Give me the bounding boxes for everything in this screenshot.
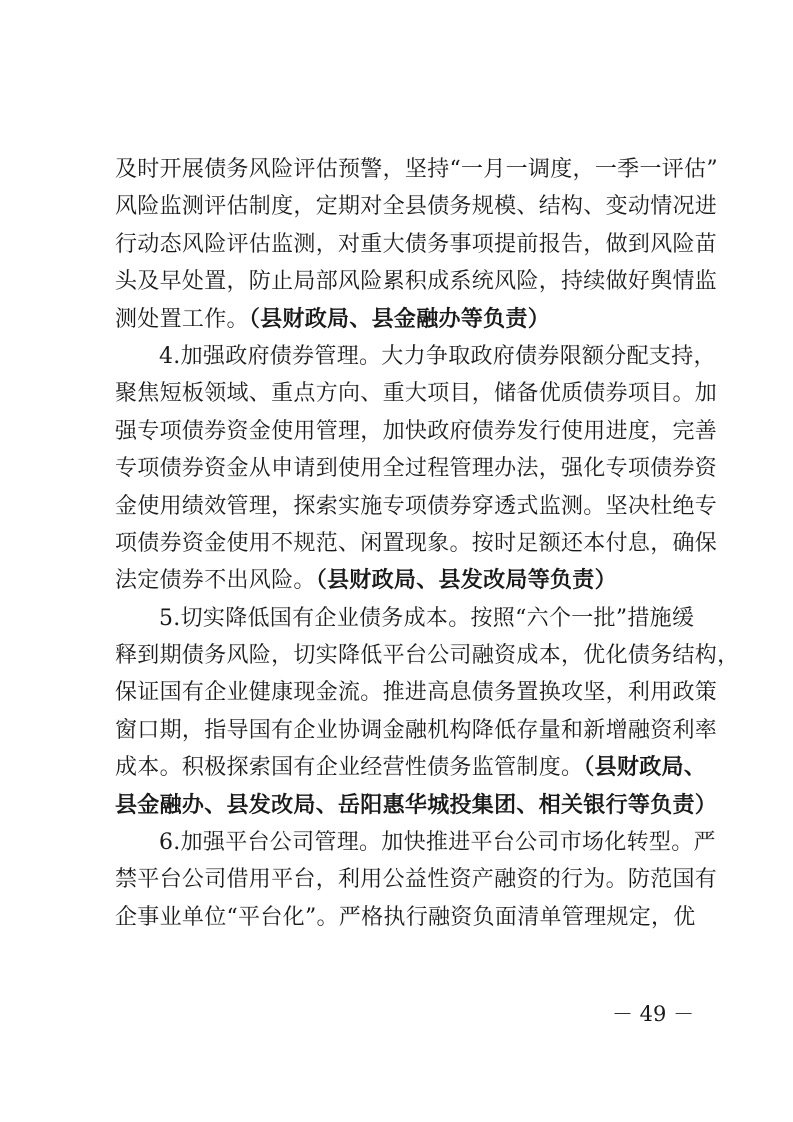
text-line: 项债券资金使用不规范、闲置现象。按时足额还本付息，确保 bbox=[115, 530, 718, 556]
responsibility-note: （县财政局、县发改局等负责） bbox=[315, 567, 617, 594]
line-text: 成本。积极探索国有企业经营性债务监管制度。 bbox=[115, 755, 584, 781]
text-line: 窗口期，指导国有企业协调金融机构降低存量和新增融资利率 bbox=[115, 717, 718, 743]
responsibility-note: 县金融办、县发改局、岳阳惠华城投集团、相关银行等负责） bbox=[115, 791, 718, 818]
text-line: 风险监测评估制度，定期对全县债务规模、结构、变动情况进 bbox=[115, 194, 718, 220]
responsibility-note: （县财政局、 bbox=[583, 754, 707, 781]
responsibility-note: （县财政局、县金融办等负责） bbox=[248, 305, 551, 332]
body-text bbox=[115, 151, 740, 936]
text-line: 专项债券资金从申请到使用全过程管理办法，强化专项债券资 bbox=[115, 456, 718, 482]
text-line: 头及早处置，防止局部风险累积成系统风险，持续做好舆情监 bbox=[115, 269, 718, 295]
text-line: 保证国有企业健康现金流。推进高息债务置换攻坚，利用政策 bbox=[115, 680, 718, 706]
line-text: 法定债券不出风险。 bbox=[115, 568, 316, 594]
line-text: 测处置工作。 bbox=[115, 306, 249, 332]
text-line: 5.切实降低国有企业债务成本。按照“六个一批”措施缓 bbox=[159, 605, 695, 631]
text-line: 6.加强平台公司管理。加快推进平台公司市场化转型。严 bbox=[159, 830, 716, 856]
text-line bbox=[115, 301, 685, 338]
text-line: 聚焦短板领域、重点方向、重大项目，储备优质债券项目。加 bbox=[115, 381, 718, 407]
text-line bbox=[115, 562, 685, 599]
text-line: 4.加强政府债券管理。大力争取政府债券限额分配支持， bbox=[159, 343, 716, 369]
text-line: 释到期债务风险，切实降低平台公司融资成本，优化债务结构， bbox=[115, 643, 740, 669]
text-line bbox=[115, 749, 707, 786]
text-line: 行动态风险评估监测，对重大债务事项提前报告，做到风险苗 bbox=[115, 231, 718, 257]
text-line: 强专项债券资金使用管理，加快政府债券发行使用进度，完善 bbox=[115, 418, 718, 444]
text-line: 金使用绩效管理，探索实施专项债券穿透式监测。坚决杜绝专 bbox=[115, 493, 718, 519]
page-number: － 49 － bbox=[612, 1002, 695, 1026]
text-line: 及时开展债务风险评估预警，坚持“一月一调度，一季一评估” bbox=[115, 157, 718, 182]
text-line: 企事业单位“平台化”。严格执行融资负面清单管理规定，优 bbox=[115, 904, 696, 930]
text-line: 禁平台公司借用平台，利用公益性资产融资的行为。防范国有 bbox=[115, 867, 718, 893]
text-line bbox=[115, 787, 718, 824]
